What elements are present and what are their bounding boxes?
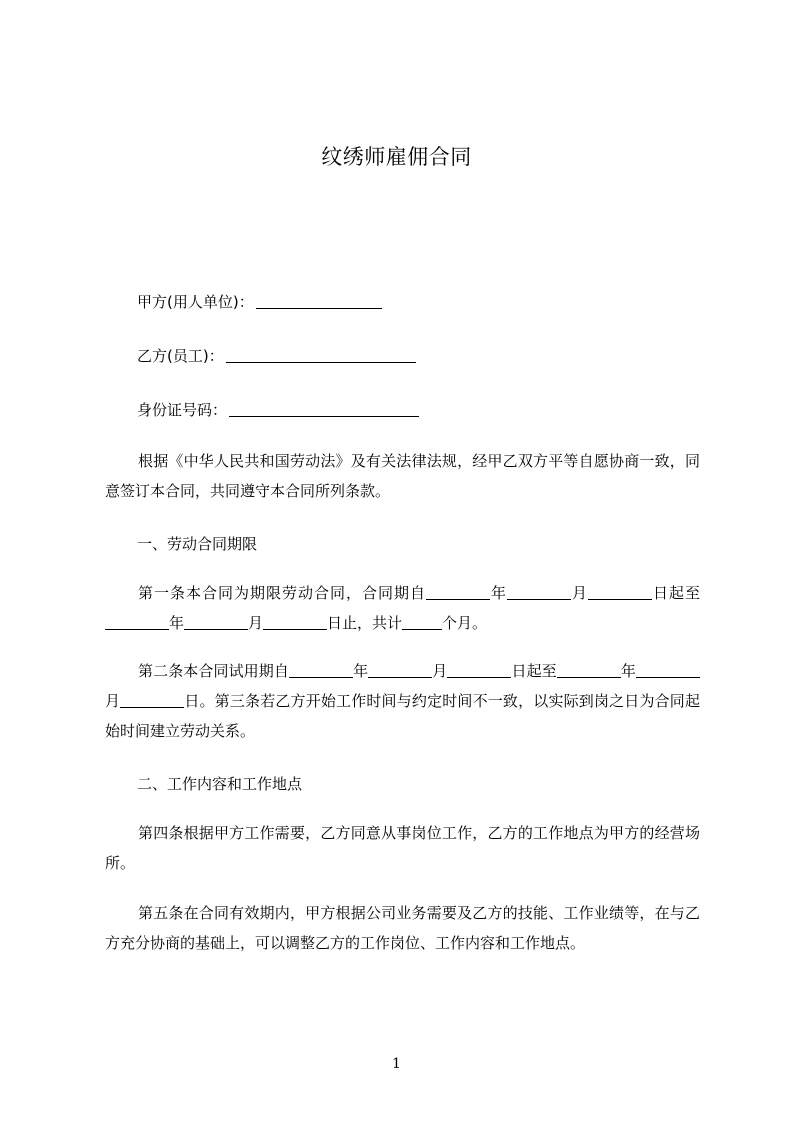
section-2-heading: 二、工作内容和工作地点 [137, 775, 303, 793]
article-1-text-3: 月 [570, 584, 588, 602]
article-2-text-3: 月 [432, 662, 448, 680]
article-1-paragraph [105, 578, 700, 638]
article-1-blank-month-end [184, 615, 248, 630]
article-2-blank-year-end [557, 663, 621, 678]
article-2-text-4: 日起至 [511, 662, 557, 680]
page-number: 1 [392, 1056, 401, 1072]
article-2-blank-month-end [636, 663, 700, 678]
article-2-paragraph [105, 656, 700, 746]
document-title: 纹绣师雇佣合同 [321, 145, 472, 169]
article-2-text-7: 日。第三条若乙方开始工作时间与约定时间不一致，以实际到岗之日为合同起始时间建立劳动关系。 [105, 692, 700, 740]
article-1-text-4: 日起至 [651, 584, 700, 602]
party-a-label: 甲方(用人单位)： [137, 293, 254, 311]
article-2-text-2: 年 [352, 662, 369, 680]
party-a-blank [256, 294, 382, 309]
article-2-text-5: 年 [620, 662, 636, 680]
article-1-text-6: 月 [248, 614, 264, 632]
article-1-text-2: 年 [489, 584, 507, 602]
party-b-field [137, 345, 416, 366]
article-1-blank-month-start [507, 585, 571, 600]
article-5-paragraph: 第五条在合同有效期内，甲方根据公司业务需要及乙方的技能、工作业绩等，在与乙方充分协商的基础上，可以调整乙方的工作岗位、工作内容和工作地点。 [105, 904, 700, 952]
article-2-blank-month-start [368, 663, 432, 678]
party-a-field [137, 291, 382, 312]
article-1-text-5: 年 [169, 614, 185, 632]
article-1-text-1: 第一条本合同为期限劳动合同，合同期自 [138, 584, 426, 602]
article-2-text-1: 第二条本合同试用期自 [138, 662, 289, 680]
article-2-blank-day-end [120, 693, 184, 708]
article-1-blank-day-end [263, 615, 327, 630]
article-1-blank-day-start [588, 585, 652, 600]
article-2-text-6: 月 [105, 692, 121, 710]
id-number-blank [229, 402, 419, 417]
article-1-blank-months [402, 615, 442, 630]
article-2-blank-day-start [447, 663, 511, 678]
intro-paragraph: 根据《中华人民共和国劳动法》及有关法律法规，经甲乙双方平等自愿协商一致，同意签订本合同，共同遵守本合同所列条款。 [105, 452, 700, 500]
party-b-label: 乙方(员工)： [137, 347, 224, 365]
party-b-blank [226, 348, 416, 363]
article-1-blank-year-start [426, 585, 490, 600]
id-number-field [137, 399, 419, 420]
article-1-blank-year-end [105, 615, 169, 630]
article-1-text-7: 日止，共计 [327, 614, 403, 632]
id-number-label: 身份证号码： [137, 401, 228, 419]
article-1-text-8: 个月。 [442, 614, 488, 632]
article-4-paragraph: 第四条根据甲方工作需要，乙方同意从事岗位工作，乙方的工作地点为甲方的经营场所。 [105, 824, 700, 872]
article-2-blank-year-start [289, 663, 353, 678]
section-1-heading: 一、劳动合同期限 [137, 535, 258, 553]
